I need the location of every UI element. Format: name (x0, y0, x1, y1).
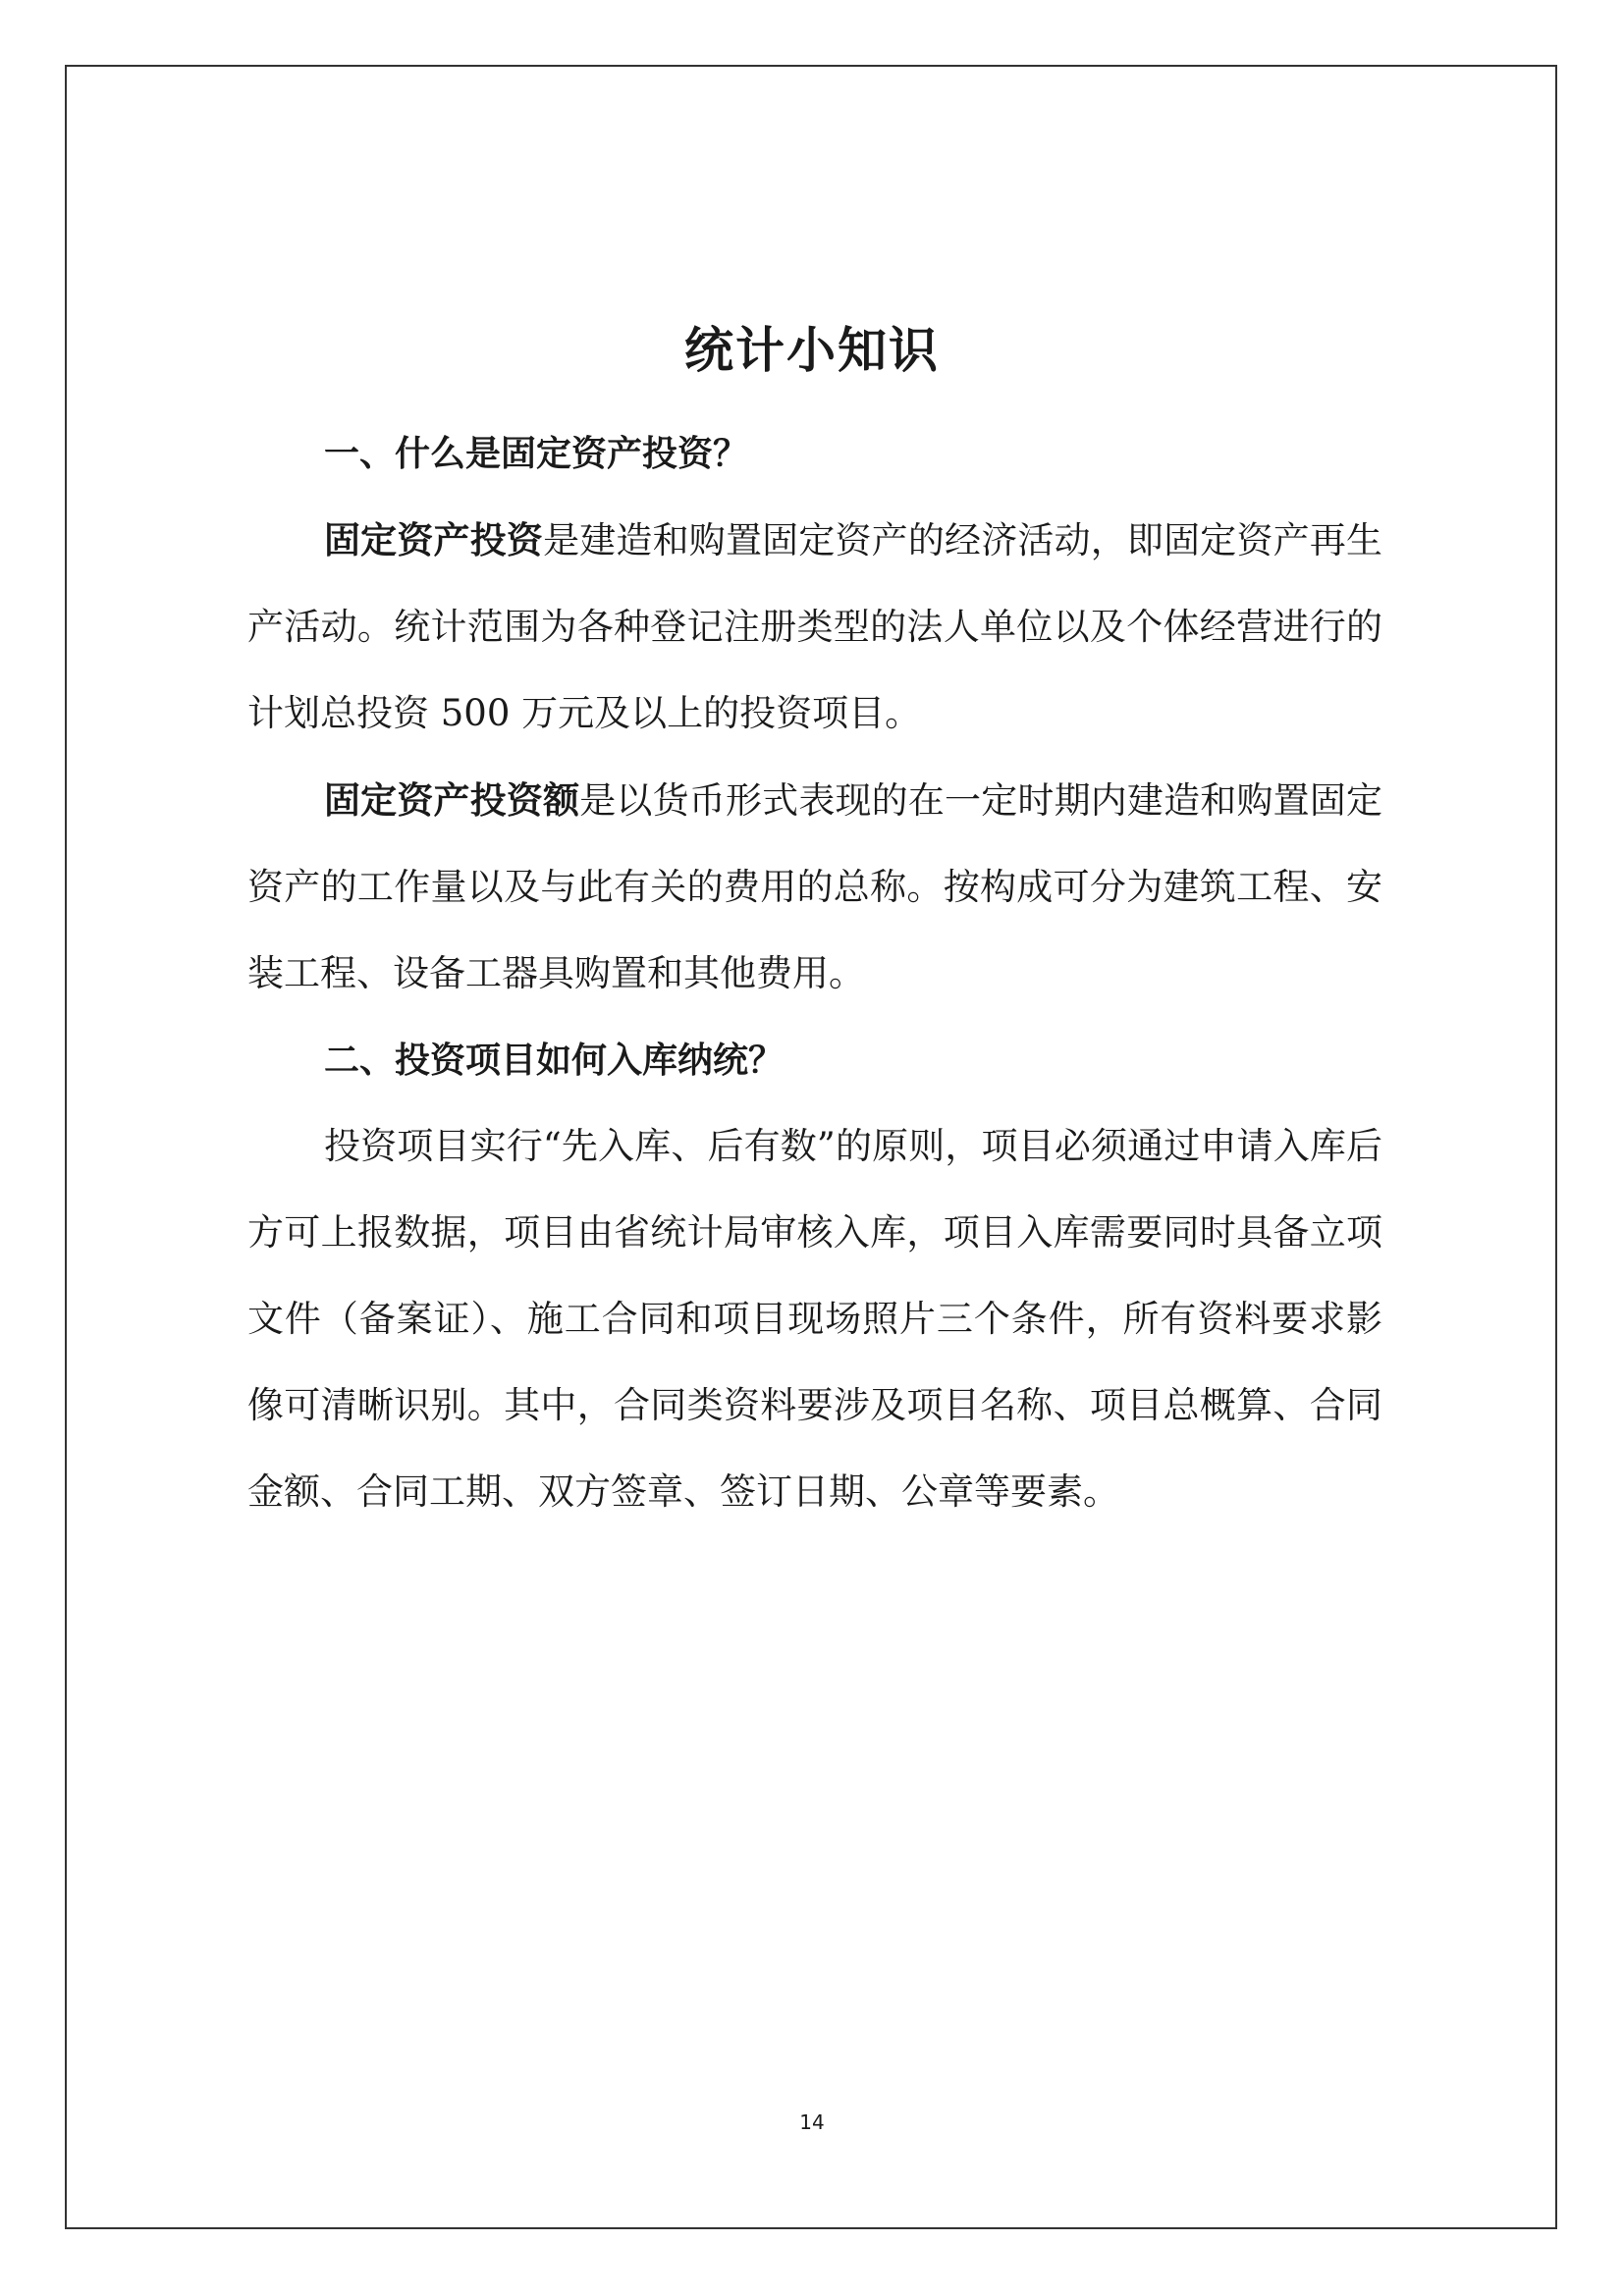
section-what-is-fixed-asset-investment (247, 410, 1382, 1017)
paragraph-entry-rules (247, 1103, 1382, 1535)
paragraph-fixed-asset-investment (247, 497, 1382, 757)
section-heading: 一、什么是固定资产投资？ (324, 433, 749, 474)
paragraph-text: 投资项目实行“先入库、后有数”的原则，项目必须通过申请入库后方可上报数据，项目由省统计局审核入库，项目入库需要同时具备立项文件（备案证）、施工合同和项目现场照片三个条件，所有资料要求影像可清晰识别。其中，合同类资料要涉及项目名称、项目总概算、合同金额、合同工期、双方签章、签订日期、公章等要素。 (247, 1125, 1382, 1513)
section-heading: 二、投资项目如何入库纳统？ (324, 1040, 785, 1081)
page-number: 14 (799, 2110, 825, 2134)
document-body (247, 410, 1382, 1535)
section-project-database-entry (247, 1017, 1382, 1535)
paragraph-text: 是以货币形式表现的在一定时期内建造和购置固定资产的工作量以及与此有关的费用的总称。按构成可分为建筑工程、安装工程、设备工器具购置和其他费用。 (247, 779, 1382, 994)
paragraph-text: 是建造和购置固定资产的经济活动，即固定资产再生产活动。统计范围为各种登记注册类型的法人单位以及个体经营进行的计划总投资 500 万元及以上的投资项目。 (247, 519, 1383, 734)
paragraph-fixed-asset-investment-amount (247, 757, 1382, 1017)
term-bold: 固定资产投资额 (324, 778, 580, 822)
page-title: 统计小知识 (684, 320, 940, 379)
term-bold: 固定资产投资 (324, 518, 544, 561)
